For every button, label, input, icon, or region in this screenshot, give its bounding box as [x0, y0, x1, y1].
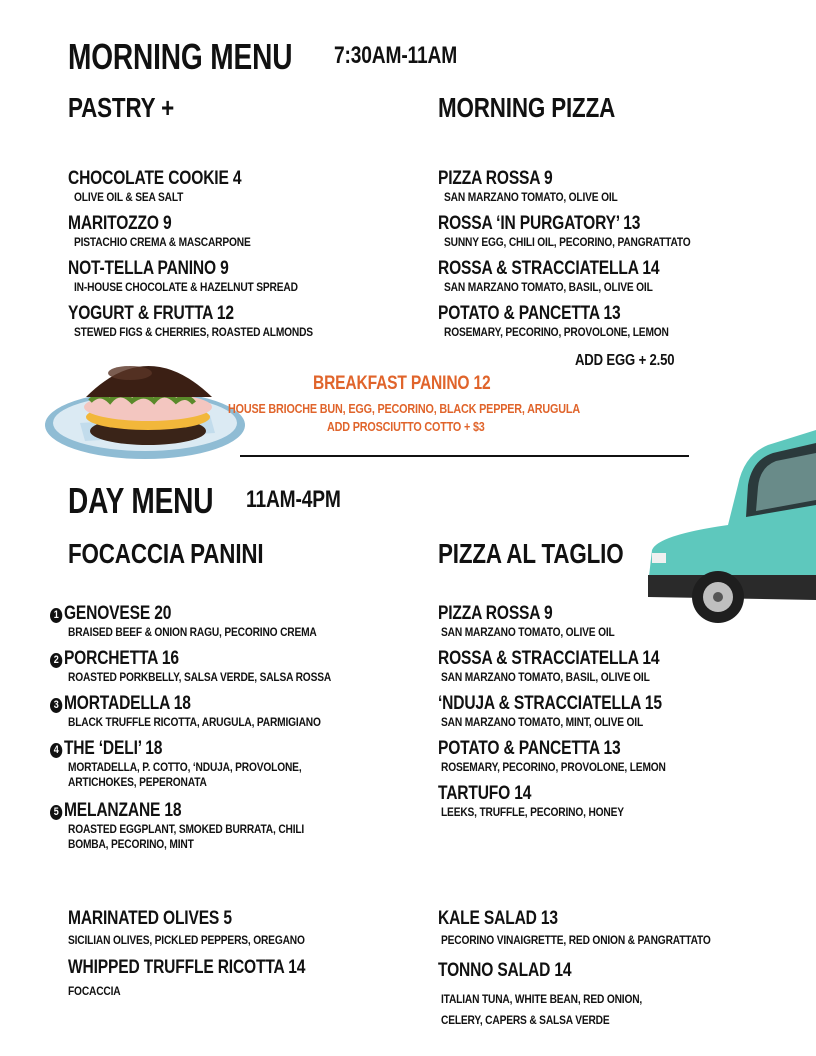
focaccia-panini-heading: FOCACCIA PANINI	[68, 538, 264, 569]
menu-item	[68, 957, 357, 999]
breakfast-panino-image	[30, 345, 245, 470]
section-divider	[240, 455, 689, 457]
morning-hours: 7:30AM-11AM	[334, 42, 458, 69]
item-desc: SAN MARZANO TOMATO, MINT, OLIVE OIL	[441, 715, 644, 729]
item-desc: SAN MARZANO TOMATO, BASIL, OLIVE OIL	[444, 280, 653, 294]
menu-item	[438, 648, 708, 685]
item-desc: SAN MARZANO TOMATO, OLIVE OIL	[444, 190, 618, 204]
item-desc: PECORINO VINAIGRETTE, RED ONION & PANGRATTATO	[441, 933, 711, 947]
item-name: ‘NDUJA & STRACCIATELLA 15	[438, 693, 662, 714]
item-desc: ITALIAN TUNA, WHITE BEAN, RED ONION,	[441, 992, 643, 1006]
menu-item	[438, 908, 758, 948]
menu-item	[68, 168, 279, 205]
item-desc-cont: BOMBA, PECORINO, MINT	[68, 837, 194, 851]
item-name: KALE SALAD 13	[438, 908, 558, 929]
item-name	[50, 738, 290, 760]
add-egg-note: ADD EGG + 2.50	[575, 352, 675, 369]
item-name-text: GENOVESE 20	[63, 603, 172, 624]
item-name: MARITOZZO 9	[68, 213, 172, 234]
breakfast-panino-desc: HOUSE BRIOCHE BUN, EGG, PECORINO, BLACK PEPPER, ARUGULA	[228, 401, 580, 416]
item-name-text: THE ‘DELI’ 18	[63, 738, 163, 759]
item-number: 1	[50, 608, 62, 623]
menu-item	[50, 693, 365, 730]
item-name: ROSSA & STRACCIATELLA 14	[438, 258, 660, 279]
morning-pizza-heading: MORNING PIZZA	[438, 92, 616, 123]
menu-item	[438, 303, 708, 340]
item-desc: BRAISED BEEF & ONION RAGU, PECORINO CREMA	[68, 625, 317, 639]
menu-item	[50, 738, 343, 790]
item-desc: ROASTED EGGPLANT, SMOKED BURRATA, CHILI	[68, 822, 305, 836]
item-number: 3	[50, 698, 62, 713]
pizza-al-taglio-heading: PIZZA AL TAGLIO	[438, 538, 624, 569]
item-desc: SAN MARZANO TOMATO, OLIVE OIL	[441, 625, 615, 639]
menu-item	[438, 258, 708, 295]
item-name-text: MELANZANE 18	[63, 800, 182, 821]
item-name: TARTUFO 14	[438, 783, 532, 804]
menu-item	[438, 168, 648, 205]
item-name: NOT-TELLA PANINO 9	[68, 258, 229, 279]
item-name	[50, 693, 309, 715]
item-desc-cont: CELERY, CAPERS & SALSA VERDE	[441, 1013, 610, 1027]
item-name: ROSSA ‘IN PURGATORY’ 13	[438, 213, 641, 234]
item-name: CHOCOLATE COOKIE 4	[68, 168, 242, 189]
menu-item	[438, 783, 656, 820]
item-name: MARINATED OLIVES 5	[68, 908, 232, 929]
item-name: PIZZA ROSSA 9	[438, 603, 553, 624]
car-image	[648, 425, 816, 625]
pastry-heading: PASTRY +	[68, 92, 174, 123]
item-name-text: PORCHETTA 16	[63, 648, 179, 669]
item-desc: STEWED FIGS & CHERRIES, ROASTED ALMONDS	[74, 325, 313, 339]
item-desc: IN-HOUSE CHOCOLATE & HAZELNUT SPREAD	[74, 280, 298, 294]
item-desc: SAN MARZANO TOMATO, BASIL, OLIVE OIL	[441, 670, 650, 684]
menu-item	[438, 213, 734, 250]
menu-item	[50, 648, 377, 685]
item-name: YOGURT & FRUTTA 12	[68, 303, 234, 324]
item-desc: OLIVE OIL & SEA SALT	[74, 190, 184, 204]
item-name-text: MORTADELLA 18	[63, 693, 191, 714]
item-name: WHIPPED TRUFFLE RICOTTA 14	[68, 957, 306, 978]
item-name: POTATO & PANCETTA 13	[438, 738, 621, 759]
menu-item	[50, 603, 361, 640]
day-hours: 11AM-4PM	[246, 486, 341, 513]
item-number: 4	[50, 743, 62, 758]
item-name: TONNO SALAD 14	[438, 960, 572, 981]
menu-item	[68, 908, 347, 948]
item-desc: ROSEMARY, PECORINO, PROVOLONE, LEMON	[441, 760, 666, 774]
item-desc: MORTADELLA, P. COTTO, ‘NDUJA, PROVOLONE,	[68, 760, 302, 774]
menu-item	[50, 800, 346, 852]
item-name: PIZZA ROSSA 9	[438, 168, 553, 189]
menu-item	[438, 603, 645, 640]
item-desc: ROASTED PORKBELLY, SALSA VERDE, SALSA ROSSA	[68, 670, 332, 684]
menu-item	[68, 213, 282, 250]
morning-menu-title: MORNING MENU	[68, 36, 293, 77]
menu-item	[68, 258, 337, 295]
item-name	[50, 603, 305, 625]
item-number: 5	[50, 805, 62, 820]
breakfast-panino-addon: ADD PROSCIUTTO COTTO + $3	[327, 419, 485, 434]
item-number: 2	[50, 653, 62, 668]
menu-item	[438, 693, 711, 730]
menu-item	[438, 960, 678, 1030]
item-name: ROSSA & STRACCIATELLA 14	[438, 648, 660, 669]
item-desc: LEEKS, TRUFFLE, PECORINO, HONEY	[441, 805, 624, 819]
item-desc-cont: ARTICHOKES, PEPERONATA	[68, 775, 207, 789]
item-desc: FOCACCIA	[68, 984, 121, 998]
menu-item	[68, 303, 355, 340]
item-desc: BLACK TRUFFLE RICOTTA, ARUGULA, PARMIGIANO	[68, 715, 321, 729]
item-desc: PISTACHIO CREMA & MASCARPONE	[74, 235, 251, 249]
item-desc: SUNNY EGG, CHILI OIL, PECORINO, PANGRATTATO	[444, 235, 691, 249]
item-name	[50, 800, 293, 822]
item-name: POTATO & PANCETTA 13	[438, 303, 621, 324]
menu-item	[438, 738, 705, 775]
item-name	[50, 648, 319, 670]
item-desc: ROSEMARY, PECORINO, PROVOLONE, LEMON	[444, 325, 669, 339]
day-menu-title: DAY MENU	[68, 480, 214, 521]
breakfast-panino-title: BREAKFAST PANINO 12	[313, 373, 491, 394]
item-desc: SICILIAN OLIVES, PICKLED PEPPERS, OREGANO	[68, 933, 305, 947]
